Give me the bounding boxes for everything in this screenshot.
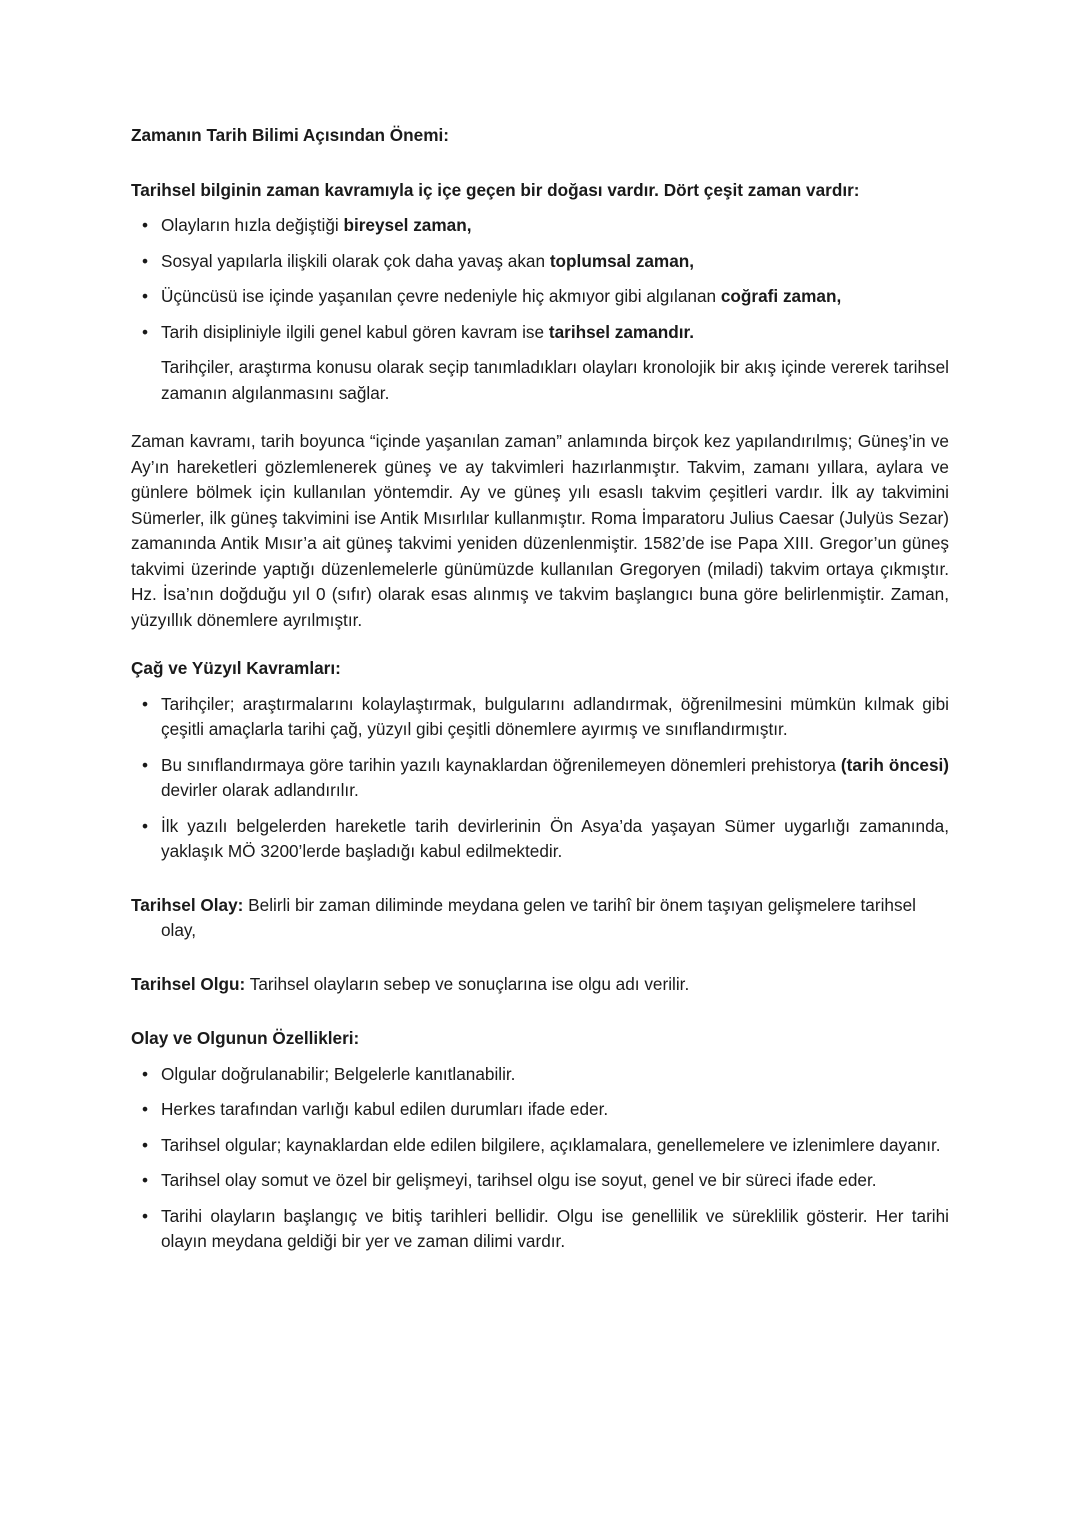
section-title-time-importance: Zamanın Tarih Bilimi Açısından Önemi: bbox=[131, 125, 450, 145]
list-item: • Tarihsel olgular; kaynaklardan elde edilen bilgilere, açıklamalara, genellemelere ve izlenimlere dayanır. bbox=[131, 1133, 949, 1159]
list-item: • Tarihçiler; araştırmalarını kolaylaştırmak, bulgularını adlandırmak, öğrenilmesini mümkün kılmak gibi çeşitli amaçlarla tarihi çağ, yüzyıl gibi çeşitli dönemlere ayırmış ve sınıflandırmıştır. bbox=[142, 693, 949, 739]
definition-historical-event: Tarihsel Olay: Belirli bir zaman diliminde meydana gelen ve tarihî bir önem taşıyan gelişmelere tarihsel olay, bbox=[131, 894, 916, 940]
section-title-properties: Olay ve Olgunun Özellikleri: bbox=[131, 1028, 360, 1048]
list-item: • İlk yazılı belgelerden hareketle tarih devirlerinin Ön Asya’da yaşayan Sümer uygarlığı zamanında, yaklaşık MÖ 3200’lerde başladığı kabul edilmektedir. bbox=[142, 815, 949, 861]
bullet-icon: • bbox=[142, 215, 149, 235]
list-item: • Bu sınıflandırmaya göre tarihin yazılı kaynaklardan öğrenilemeyen dönemleri prehistorya (tarih öncesi) devirler olarak adlandırılır. bbox=[142, 754, 949, 800]
section-title-era-century: Çağ ve Yüzyıl Kavramları: bbox=[131, 658, 341, 678]
bullet-icon: • bbox=[142, 815, 149, 836]
bullet-icon: • bbox=[142, 754, 149, 775]
calendar-paragraph: Zaman kavramı, tarih boyunca “içinde yaşanılan zaman” anlamında birçok kez yapılandırılmış; Güneş’in ve Ay’ın hareketleri gözlemlenerek güneş ve ay takvimleri hazırlanmıştır. Takvim, zamanı yıllara, aylara ve günlere bölmek için kullanılan yöntemdir. Ay ve güneş yılı esaslı takvim çeşitleri vardır. İlk ay takvimini Sümerler, ilk güneş takvimini ise Antik Mısırlılar kullanmıştır. Roma İmparatoru Julius Caesar (Julyüs Sezar) zamanında Antik Mısır’a ait güneş takvimi yeniden düzenlenmiştir. 1582’de ise Papa XIII. Gregor’un güneş takvimi üzerinde yaptığı düzenlemelerle günümüzde kullanılan Gregoryen (miladi) takvim ortaya çıkmıştır. Hz. İsa’nın doğduğu yıl 0 (sıfır) olarak esas alınmış ve takvim başlangıcı buna göre belirlenmiştir. Zaman, yüzyıllık dönemlere ayrılmıştır. bbox=[131, 431, 949, 630]
list-item: • Üçüncüsü ise içinde yaşanılan çevre nedeniyle hiç akmıyor gibi algılanan coğrafi zaman, bbox=[131, 284, 949, 310]
definition-label: Tarihsel Olgu: bbox=[131, 973, 246, 994]
era-list bbox=[131, 692, 949, 865]
bullet-icon: • bbox=[142, 321, 149, 342]
list-item: • Olayların hızla değiştiği bireysel zaman, bbox=[131, 213, 949, 239]
historians-note: Tarihçiler, araştırma konusu olarak seçip tanımladıkları olayları kronolojik bir akış içinde vererek tarihsel zamanın algılanmasını sağlar. bbox=[161, 357, 949, 403]
bullet-icon: • bbox=[142, 250, 149, 271]
section-intro: Tarihsel bilginin zaman kavramıyla iç içe geçen bir doğası vardır. Dört çeşit zaman vardır: bbox=[131, 179, 860, 200]
bullet-icon: • bbox=[142, 1170, 149, 1190]
list-item: • Tarih disipliniyle ilgili genel kabul gören kavram ise tarihsel zamandır. bbox=[131, 320, 949, 346]
list-item: • Olgular doğrulanabilir; Belgelerle kanıtlanabilir. bbox=[131, 1062, 949, 1088]
definition-label: Tarihsel Olay: bbox=[131, 894, 244, 915]
bullet-icon: • bbox=[142, 1063, 149, 1084]
bullet-icon: • bbox=[142, 1205, 149, 1226]
definition-historical-fact: Tarihsel Olgu: Tarihsel olayların sebep ve sonuçlarına ise olgu adı verilir. bbox=[131, 973, 690, 994]
bullet-icon: • bbox=[142, 1099, 149, 1119]
bullet-icon: • bbox=[142, 693, 149, 714]
time-types-list bbox=[131, 213, 949, 345]
list-item: • Tarihsel olay somut ve özel bir gelişmeyi, tarihsel olgu ise soyut, genel ve bir süreci ifade eder. bbox=[131, 1168, 949, 1194]
list-item: • Sosyal yapılarla ilişkili olarak çok daha yavaş akan toplumsal zaman, bbox=[131, 249, 949, 275]
list-item: • Tarihi olayların başlangıç ve bitiş tarihleri bellidir. Olgu ise genellilik ve süreklilik gösterir. Her tarihi olayın meydana geldiği bir yer ve zaman dilimi vardır. bbox=[142, 1205, 949, 1251]
bullet-icon: • bbox=[142, 286, 149, 306]
properties-list bbox=[131, 1062, 949, 1255]
bullet-icon: • bbox=[142, 1134, 149, 1155]
list-item: • Herkes tarafından varlığı kabul edilen durumları ifade eder. bbox=[131, 1097, 949, 1123]
